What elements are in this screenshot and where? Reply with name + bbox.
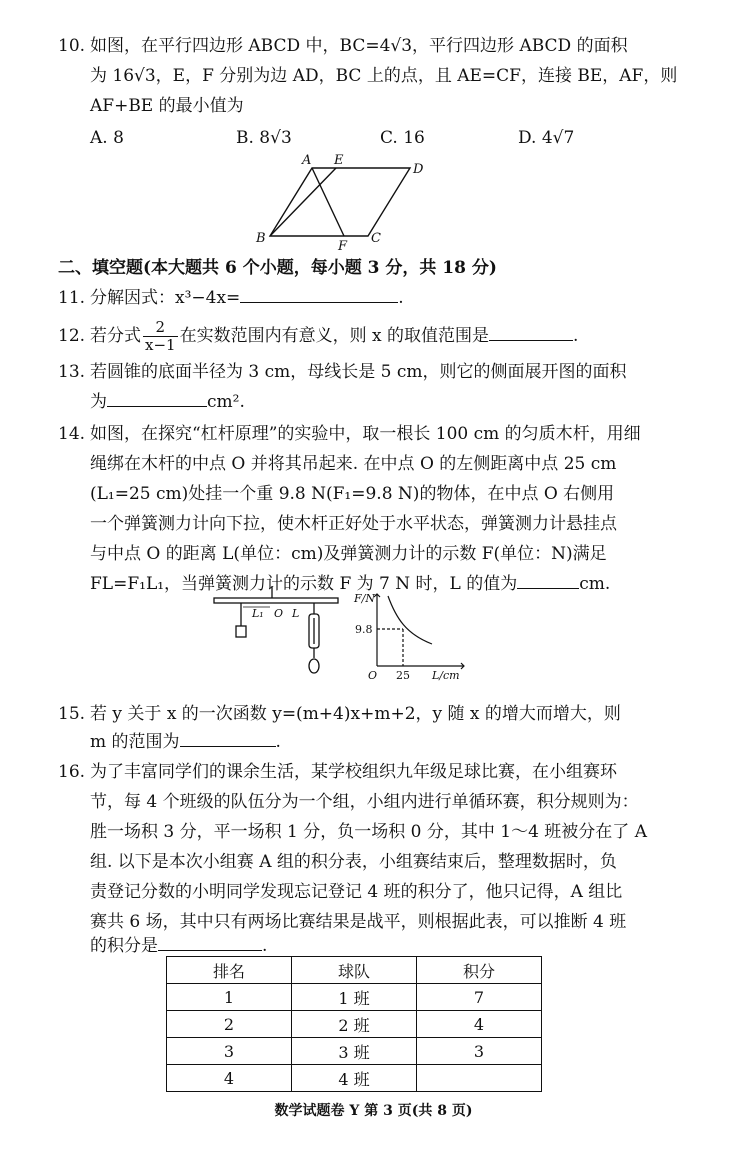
cell-rank: 1 [167, 984, 292, 1011]
cell-team: 4 班 [292, 1065, 417, 1092]
q16-line4: 组. 以下是本次小组赛 A 组的积分表，小组赛结束后，整理数据时，负 [90, 852, 617, 872]
cell-team: 1 班 [292, 984, 417, 1011]
cell-team: 2 班 [292, 1011, 417, 1038]
label-f: F [338, 239, 348, 254]
hand-icon [309, 659, 319, 673]
score-table-header [167, 957, 542, 984]
q14-line1: 如图，在探究“杠杆原理”的实验中，取一根长 100 cm 的匀质木杆，用细 [90, 424, 641, 444]
q13-line1: 若圆锥的底面半径为 3 cm，母线长是 5 cm，则它的侧面展开图的面积 [90, 362, 627, 382]
q14-line6-text: FL=F₁L₁，当弹簧测力计的示数 F 为 7 N 时，L 的值为 [90, 574, 518, 594]
q12-fraction-denominator: x−1 [145, 336, 176, 354]
label-e: E [334, 153, 344, 168]
cell-rank: 3 [167, 1038, 292, 1065]
q14-line4: 一个弹簧测力计向下拉，使木杆正好处于水平状态，弹簧测力计悬挂点 [90, 514, 617, 534]
graph-x-label: L/cm [432, 669, 460, 682]
q10-line1: 如图，在平行四边形 ABCD 中，BC=4√3，平行四边形 ABCD 的面积 [90, 36, 628, 56]
q13-answer-blank [107, 390, 207, 407]
header-rank: 排名 [167, 957, 292, 984]
graph-x-value: 25 [396, 669, 410, 682]
q14-line2: 绳绑在木杆的中点 O 并将其吊起来. 在中点 O 的左侧距离中点 25 cm [90, 454, 617, 474]
q13-line2 [90, 390, 245, 414]
q13-line2-prefix: 为 [90, 392, 107, 412]
q14-line3: (L₁=25 cm)处挂一个重 9.8 N(F₁=9.8 N)的物体，在中点 O 右侧用 [90, 484, 615, 504]
q14-number: 14. [58, 424, 86, 444]
cell-points: 7 [417, 984, 542, 1011]
table-row [167, 984, 542, 1011]
segment-be [270, 168, 336, 236]
q15-end: . [275, 732, 281, 752]
lever-label-o: O [274, 607, 284, 620]
weight-block [236, 626, 246, 637]
q10-line2: 为 16√3，E，F 分别为边 AD，BC 上的点，且 AE=CF，连接 BE，AF，则 [90, 66, 678, 86]
graph-origin: O [368, 669, 378, 682]
q12-number: 12. [58, 326, 86, 346]
q16-line2: 节，每 4 个班级的队伍分为一个组，小组内进行单循环赛，积分规则为： [90, 792, 639, 812]
q10-line3: AF+BE 的最小值为 [90, 96, 244, 116]
cell-rank: 2 [167, 1011, 292, 1038]
q10-option-d: D. 4√7 [518, 128, 575, 148]
q14-line5: 与中点 O 的距离 L(单位：cm)及弹簧测力计的示数 F(单位：N)满足 [90, 544, 607, 564]
label-d: D [413, 162, 424, 177]
q14-answer-blank [517, 572, 579, 589]
q15-answer-blank [180, 730, 276, 747]
q13-line2-suffix: cm². [207, 392, 245, 412]
q15-line2 [90, 730, 281, 754]
page-footer: 数学试题卷 Y 第 3 页(共 8 页) [274, 1103, 473, 1119]
wooden-rod [214, 598, 338, 603]
q12-line [90, 316, 578, 356]
table-row [167, 1011, 542, 1038]
graph-y-label: F/N [354, 592, 375, 605]
q15-line2-prefix: m 的范围为 [90, 732, 180, 752]
q16-end: . [262, 936, 268, 956]
cell-points: 3 [417, 1038, 542, 1065]
cell-team: 3 班 [292, 1038, 417, 1065]
table-row [167, 1038, 542, 1065]
inverse-curve [388, 596, 432, 644]
q16-line1: 为了丰富同学们的课余生活，某学校组织九年级足球比赛，在小组赛环 [90, 762, 617, 782]
q16-number: 16. [58, 762, 86, 782]
segment-af [312, 168, 344, 236]
q14-line6 [90, 572, 610, 596]
lever-label-l: L [292, 607, 300, 620]
q15-line1: 若 y 关于 x 的一次函数 y=(m+4)x+m+2，y 随 x 的增大而增大，则 [90, 704, 621, 724]
q14-line6-end: cm. [579, 574, 611, 594]
cell-points: 4 [417, 1011, 542, 1038]
q11-line [90, 286, 404, 310]
q10-option-a: A. 8 [90, 128, 124, 148]
score-table [166, 956, 542, 1092]
parallelogram-figure [250, 150, 440, 255]
lever-label-l1: L₁ [252, 607, 264, 620]
q16-line7-prefix: 的积分是 [90, 936, 158, 956]
label-a: A [302, 153, 312, 168]
q11-end: . [398, 288, 404, 308]
q12-answer-blank [489, 324, 573, 341]
header-points: 积分 [417, 957, 542, 984]
q16-line6: 赛共 6 场，其中只有两场比赛结果是战平，则根据此表，可以推断 4 班 [90, 912, 627, 932]
cell-points [417, 1065, 542, 1092]
cell-rank: 4 [167, 1065, 292, 1092]
q10-option-c: C. 16 [380, 128, 425, 148]
label-b: B [256, 231, 266, 246]
q16-answer-blank [158, 934, 262, 951]
section-heading: 二、填空题(本大题共 6 个小题，每小题 3 分，共 18 分) [58, 258, 497, 278]
graph-y-value: 9.8 [355, 623, 373, 636]
q12-fraction-numerator: 2 [143, 319, 178, 337]
q16-line5: 责登记分数的小明同学发现忘记登记 4 班的积分了，他只记得，A 组比 [90, 882, 623, 902]
q12-text-before: 若分式 [90, 326, 141, 346]
q12-text-after: 在实数范围内有意义，则 x 的取值范围是 [179, 326, 489, 346]
q13-number: 13. [58, 362, 86, 382]
q16-line3: 胜一场积 3 分，平一场积 1 分，负一场积 0 分，其中 1～4 班被分在了 A [90, 822, 647, 842]
q11-text: 分解因式：x³−4x= [90, 288, 241, 308]
table-row [167, 1065, 542, 1092]
header-team: 球队 [292, 957, 417, 984]
q11-answer-blank [240, 286, 398, 303]
q11-number: 11. [58, 288, 86, 308]
label-c: C [371, 231, 381, 246]
q12-end: . [572, 326, 579, 346]
q16-line7 [90, 934, 267, 958]
q12-fraction [143, 319, 178, 354]
q10-number: 10. [58, 36, 86, 56]
q15-number: 15. [58, 704, 86, 724]
parallelogram-abcd [270, 168, 410, 236]
lever-diagram [212, 586, 342, 686]
force-length-graph [352, 586, 482, 686]
q10-option-b: B. 8√3 [236, 128, 292, 148]
